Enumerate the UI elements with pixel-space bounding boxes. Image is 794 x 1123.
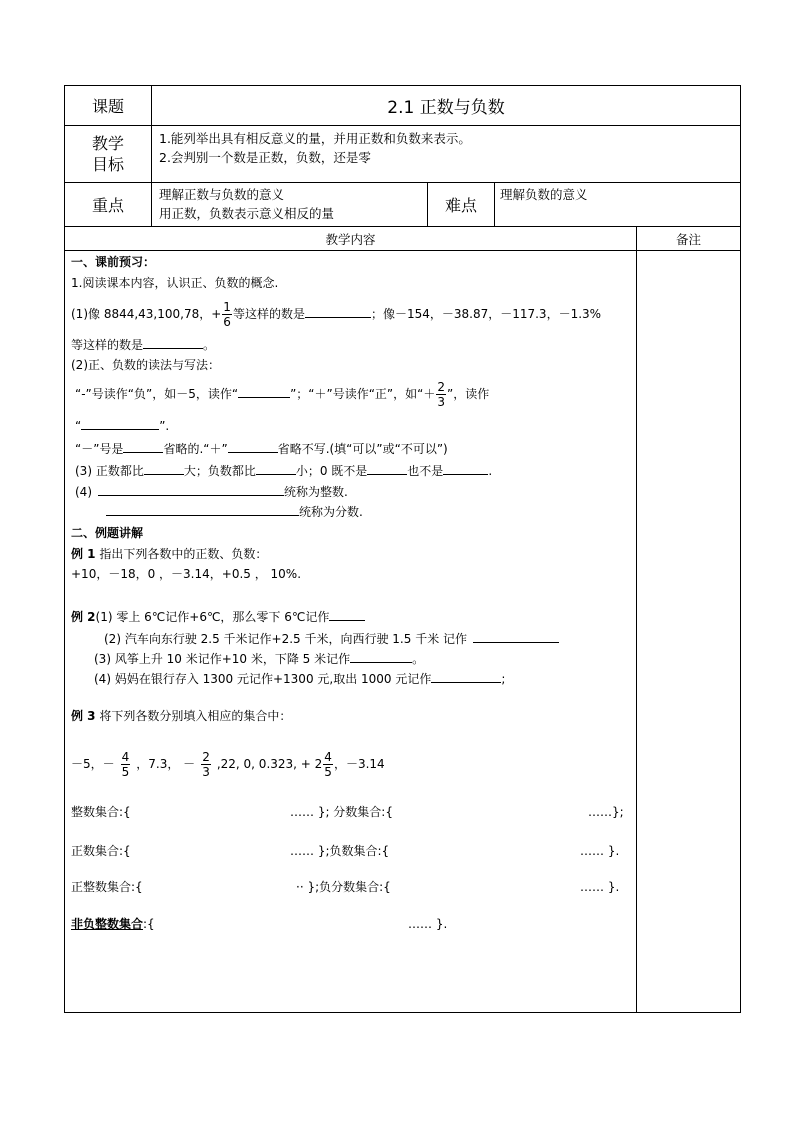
example-2-line-3 (94, 650, 424, 667)
key-points-label (65, 183, 151, 226)
objectives-label (65, 126, 151, 182)
table-border-bottom (64, 1012, 741, 1013)
p2-text-a: “-”号读作“负”，如－5，读作“ (75, 387, 239, 401)
key-points-label-text: 重点 (91, 196, 124, 215)
answer-blank[interactable] (123, 440, 163, 453)
preview-line-4a (75, 483, 348, 500)
p2-text-e: ”. (159, 419, 170, 433)
set-integer-close: …… }; 分数集合:{ (290, 805, 393, 819)
p1-text-d: 等这样的数是 (71, 338, 144, 352)
example-2-q3-end: 。 (412, 652, 425, 666)
set-positive-label: 正数集合:{ (71, 844, 131, 858)
answer-blank[interactable] (228, 440, 278, 453)
answer-blank[interactable] (305, 305, 371, 318)
lesson-title (152, 86, 740, 125)
fraction-denominator: 5 (324, 765, 332, 779)
set-positive-integer-label: 正整数集合:{ (71, 880, 143, 894)
examples-section-title: 二、例题讲解 (71, 526, 144, 540)
fraction-4-5-mixed (323, 750, 333, 779)
example-2-q4: (4) 妈妈在银行存入 1300 元记作+1300 元,取出 1000 元记作 (94, 672, 432, 686)
content-header (65, 227, 636, 250)
answer-blank[interactable] (106, 503, 299, 516)
set-nonnegative-integer-title: 非负整数集合 (71, 917, 144, 931)
fraction-numerator: 4 (324, 750, 332, 764)
answer-blank[interactable] (256, 462, 296, 475)
example-3-line (71, 708, 291, 724)
example-2-q1: (1) 零上 6℃记作+6℃，那么零下 6℃记作 (95, 610, 330, 624)
p1-text-a: (1)像 8844,43,100,78，+ (71, 307, 222, 321)
answer-blank[interactable] (143, 336, 203, 349)
p2-text-f: “－”号是 (75, 442, 124, 456)
p2-text-d: “ (75, 419, 82, 433)
p3-text-d: 也不是 (407, 464, 444, 478)
fraction-2-3 (201, 750, 211, 779)
p4-text-c: 统称为分数. (299, 505, 363, 519)
preview-section-title: 一、课前预习： (71, 255, 156, 269)
p4-text-a: (4) (75, 485, 92, 499)
answer-blank[interactable] (350, 650, 412, 663)
example-1-text: 指出下列各数中的正数、负数： (95, 547, 268, 561)
table-border-right (740, 85, 741, 1013)
p2-text-h: 省略不写.(填“可以”或“不可以”) (277, 442, 448, 456)
content-header-text: 教学内容 (325, 231, 376, 247)
preview-line-2-title: (2)正、负数的读法与写法： (71, 358, 220, 372)
set-positive-close: …… };负数集合:{ (290, 844, 390, 858)
fraction-1-6 (222, 300, 232, 329)
set-nonnegative-integer-close: …… }. (408, 917, 448, 931)
ex3-num-c: ,22, 0, 0.323, + 2 (216, 757, 323, 771)
example-2-label: 例 2 (71, 610, 96, 624)
objective-1: 1.能列举出具有相反意义的量，并用正数和负数来表示。 (159, 131, 471, 146)
p4-text-b: 统称为整数. (284, 485, 348, 499)
fraction-denominator: 3 (202, 765, 210, 779)
ex3-num-d: ，－3.14 (333, 757, 385, 771)
p3-text-a: (3) 正数都比 (75, 464, 144, 478)
key-point-1: 理解正数与负数的意义 (159, 187, 285, 202)
preview-line-3 (75, 462, 492, 479)
preview-line-4b (106, 503, 363, 520)
notes-col-divider (636, 226, 637, 1013)
ex3-num-b: ，7.3， － (136, 757, 196, 771)
preview-line-1 (71, 300, 601, 329)
fraction-numerator: 2 (202, 750, 210, 764)
p2-text-g: 省略的.“＋” (163, 442, 228, 456)
objectives-label-line-1: 教学 (91, 134, 124, 153)
p3-text-e: . (488, 464, 493, 478)
answer-blank[interactable] (367, 462, 407, 475)
row-divider-4 (64, 250, 741, 251)
difficulty-col-divider (494, 182, 495, 226)
preview-question-1: 1.阅读课本内容，认识正、负数的概念. (71, 276, 279, 290)
fraction-numerator: 1 (223, 300, 231, 314)
ex3-num-a: －5，－ (71, 757, 115, 771)
fraction-numerator: 2 (437, 380, 446, 394)
example-1-line (71, 546, 267, 562)
answer-blank[interactable] (144, 462, 184, 475)
fraction-numerator: 4 (121, 750, 130, 764)
preview-line-2a (75, 380, 489, 409)
p2-text-b: ”；“＋”号读作“正”，如“＋ (290, 387, 436, 401)
preview-line-2c (75, 440, 448, 457)
p1-text-b: 等这样的数是 (232, 307, 305, 321)
example-2-q4-end: ; (501, 672, 506, 686)
lesson-title-text: 2.1 正数与负数 (387, 98, 505, 118)
set-negative-fraction-close: …… }. (580, 880, 620, 894)
difficulty-text: 理解负数的意义 (500, 187, 588, 202)
set-fraction-close: ……}; (588, 805, 624, 819)
p3-text-b: 大；负数都比 (183, 464, 256, 478)
fraction-4-5 (121, 750, 131, 779)
answer-blank[interactable] (473, 630, 559, 643)
answer-blank[interactable] (431, 670, 501, 683)
example-3-text: 将下列各数分别填入相应的集合中： (95, 709, 292, 723)
key-point-2: 用正数，负数表示意义相反的量 (159, 206, 335, 221)
p1-text-e: 。 (203, 338, 216, 352)
answer-blank[interactable] (238, 385, 290, 398)
answer-blank[interactable] (98, 483, 284, 496)
example-3-numbers (71, 744, 385, 784)
difficulty-label (428, 183, 494, 226)
fraction-denominator: 3 (437, 395, 446, 409)
answer-blank[interactable] (329, 608, 365, 621)
example-2-line-1 (71, 608, 365, 625)
answer-blank[interactable] (81, 417, 159, 430)
p1-text-c: ；像－154，－38.87，－117.3，－1.3% (370, 307, 602, 321)
example-2-line-2 (104, 630, 559, 647)
example-2-q3: (3) 风筝上升 10 米记作+10 米，下降 5 米记作 (94, 652, 351, 666)
example-2-line-4 (94, 670, 505, 687)
fraction-denominator: 5 (121, 765, 130, 779)
difficulty-label-text: 难点 (444, 196, 477, 215)
row-divider-2 (64, 182, 741, 183)
row-divider-1 (64, 125, 741, 126)
p2-text-c: ”，读作 (447, 387, 490, 401)
example-2-q2: (2) 汽车向东行驶 2.5 千米记作+2.5 千米，向西行驶 1.5 千米 记作 (104, 632, 468, 646)
set-negative-close: …… }. (580, 844, 620, 858)
answer-blank[interactable] (443, 462, 488, 475)
preview-line-2b (75, 417, 169, 434)
preview-line-1b (71, 336, 215, 353)
example-1-numbers: +10，－18，0 ，－3.14，+0.5 ， 10%. (71, 567, 302, 581)
fraction-denominator: 6 (223, 315, 231, 329)
fraction-2-3 (436, 380, 446, 409)
set-nonnegative-integer-open: :{ (143, 917, 155, 931)
example-1-label: 例 1 (71, 547, 96, 561)
lesson-label (65, 86, 151, 125)
lesson-label-text: 课题 (91, 97, 124, 116)
objectives-label-line-2: 目标 (91, 155, 124, 174)
set-integer-label: 整数集合:{ (71, 805, 131, 819)
example-3-label: 例 3 (71, 709, 96, 723)
set-positive-integer-close: ·· };负分数集合:{ (296, 880, 391, 894)
notes-header (637, 227, 740, 250)
objective-2: 2.会判别一个数是正数，负数，还是零 (159, 150, 371, 165)
p3-text-c: 小；0 既不是 (295, 464, 368, 478)
notes-header-text: 备注 (675, 231, 701, 247)
set-nonnegative-integer-label (71, 916, 155, 932)
